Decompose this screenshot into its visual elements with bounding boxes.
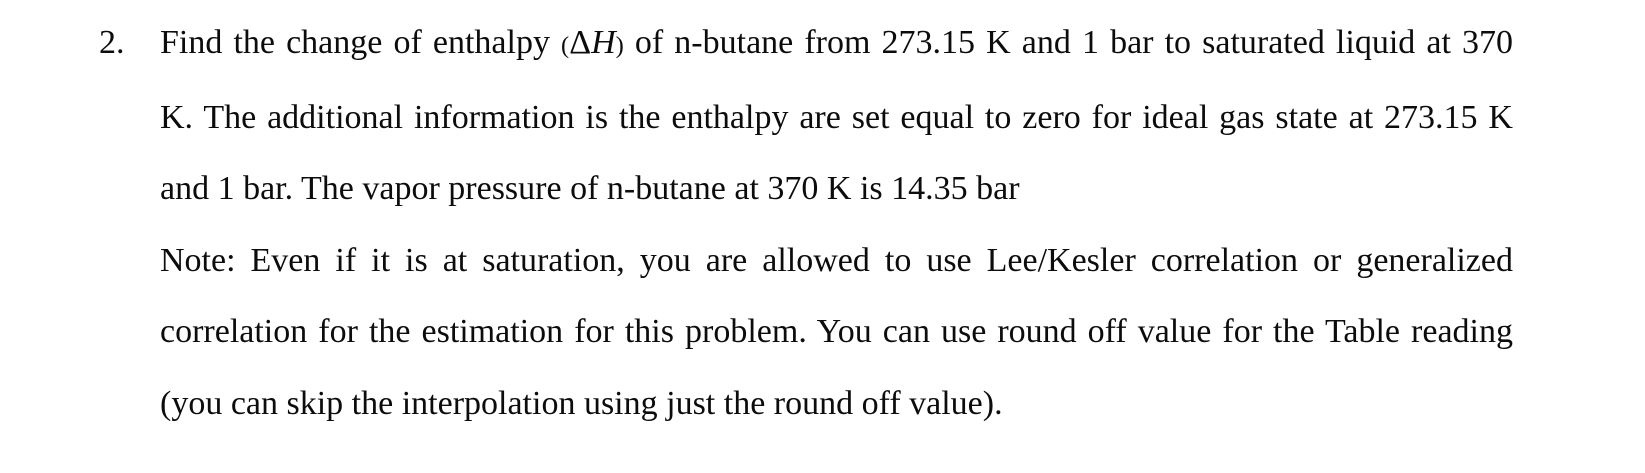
text-segment: of n-butane from 273.15 K and 1 bar to saturated liquid at 370 (623, 24, 1514, 61)
text-line: Note: Even if it is at saturation, you are allowed to use Lee/Kesler correlation or generalized (160, 241, 1513, 279)
delta-symbol: Δ (569, 24, 592, 61)
enthalpy-symbol: H (591, 24, 616, 61)
close-paren: ) (615, 32, 624, 59)
open-paren: ( (561, 32, 570, 59)
problem-statement (160, 7, 1513, 225)
problem-body (160, 7, 1513, 440)
text-line: and 1 bar. The vapor pressure of n-butane at 370 K is 14.35 bar (160, 170, 1020, 208)
text-line: K. The additional information is the enthalpy are set equal to zero for ideal gas state at 273.15 K (160, 98, 1513, 136)
text-line: (you can skip the interpolation using just the round off value). (160, 384, 1003, 422)
text-line: correlation for the estimation for this problem. You can use round off value for the Table reading (160, 313, 1513, 351)
text-segment: Find the change of enthalpy (160, 24, 562, 61)
note-paragraph (160, 225, 1513, 440)
problem-number: 2. (99, 24, 125, 61)
text-line (160, 7, 1513, 82)
